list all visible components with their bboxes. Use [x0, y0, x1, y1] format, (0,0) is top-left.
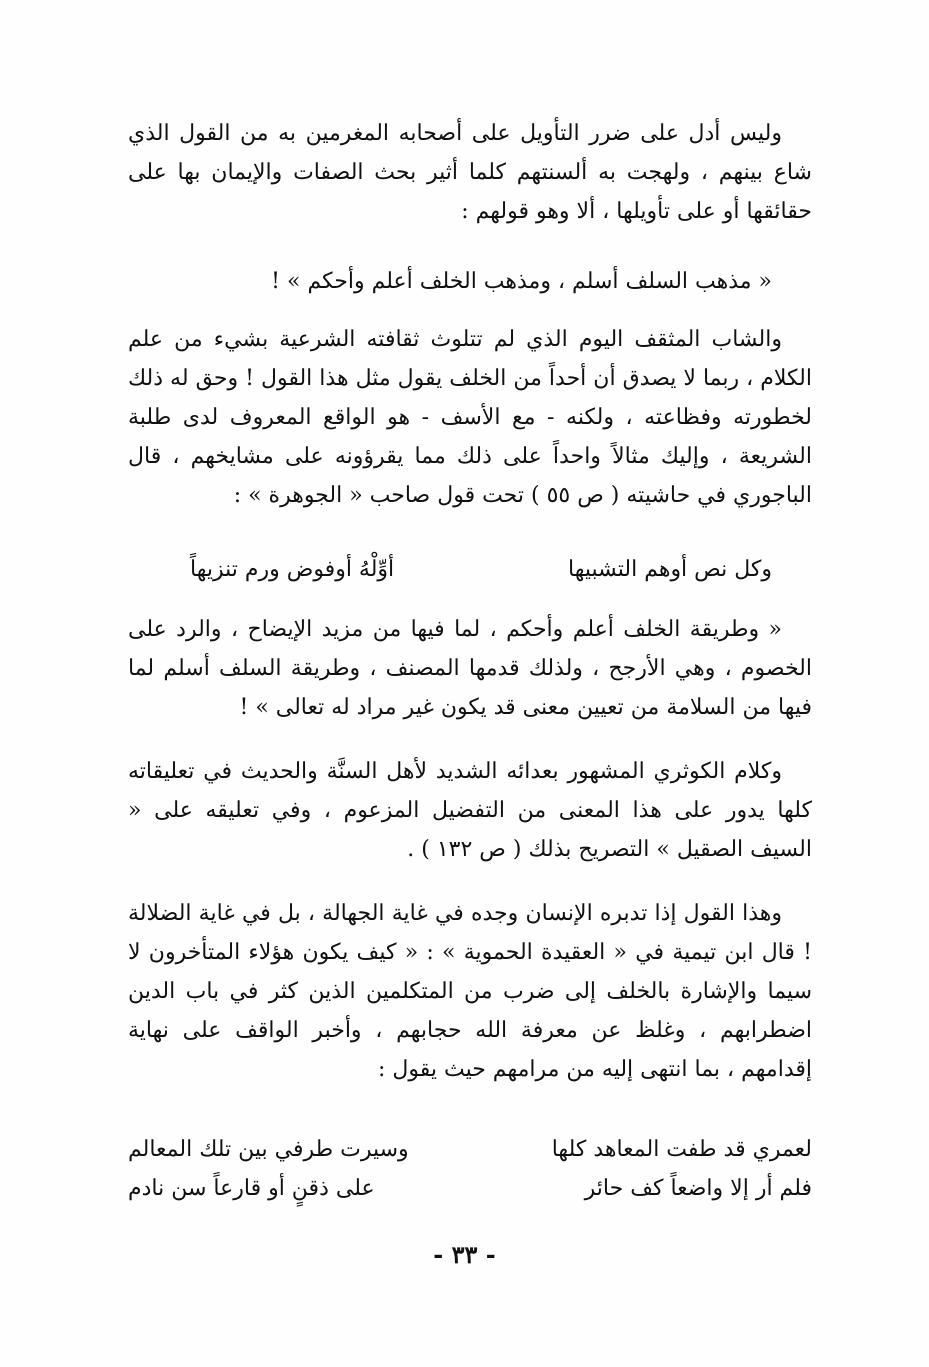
verse-2-line-1-second-hemistich: وسيرت طرفي بين تلك المعالم	[128, 1137, 409, 1162]
verse-1-line	[128, 550, 812, 589]
verse-1-block	[128, 550, 812, 589]
verse-2-line-1-first-hemistich: لعمري قد طفت المعاهد كلها	[551, 1137, 812, 1162]
paragraph-3: « وطريقة الخلف أعلم وأحكم ، لما فيها من مزيد الإيضاح ، والرد على الخصوم ، وهي الأرجح ، ولذلك قدمها المصنف ، وطريقة السلف أسلم لما فيها من السلامة من تعيين معنى قد يكون غير مراد له تعالى » !	[128, 617, 812, 720]
paragraph-2: والشاب المثقف اليوم الذي لم تتلوث ثقافته الشرعية بشيء من علم الكلام ، ربما لا يصدق أن أحداً من الخلف يقول مثل هذا القول ! وحق له ذلك لخطورته وفظاعته ، ولكنه - مع الأسف - هو الواقع المعروف لدى طلبة الشريعة ، وإليك مثالاً واحداً على ذلك مما يقرؤونه على مشايخهم ، قال الباجوري في حاشيته ( ص ٥٥ ) تحت قول صاحب « الجوهرة » :	[128, 327, 812, 508]
paragraph-4-block	[128, 752, 812, 869]
quote-1-block	[128, 262, 812, 301]
quote-1: « مذهب السلف أسلم ، ومذهب الخلف أعلم وأحكم » !	[271, 269, 772, 294]
verse-2-line-2-second-hemistich: على ذقنٍ أو قارعاً سن نادم	[128, 1176, 375, 1201]
paragraph-4: وكلام الكوثري المشهور بعدائه الشديد لأهل السنَّة والحديث في تعليقاته كلها يدور على هذا المعنى من التفضيل المزعوم ، وفي تعليقه على « السيف الصقيل » التصريح بذلك ( ص ١٣٢ ) .	[128, 759, 812, 862]
verse-2-line-2	[128, 1169, 812, 1208]
paragraph-2-block	[128, 320, 812, 515]
page-number: - ٣٣ -	[433, 1240, 496, 1269]
verse-2-line-1	[128, 1130, 812, 1169]
verse-2-line-2-first-hemistich: فلم أر إلا واضعاً كف حائر	[584, 1176, 812, 1201]
paragraph-3-block	[128, 610, 812, 727]
paragraph-5: وهذا القول إذا تدبره الإنسان وجده في غاية الجهالة ، بل في غاية الضلالة ! قال ابن تيمية في « العقيدة الحموية » : « كيف يكون هؤلاء المتأخرون لا سيما والإشارة بالخلف إلى ضرب من المتكلمين الذين كثر في باب الدين اضطرابهم ، وغلظ عن معرفة الله حجابهم ، وأخبر الواقف على نهاية إقدامهم ، بما انتهى إليه من مرامهم حيث يقول :	[128, 901, 812, 1082]
verse-1-first-hemistich: وكل نص أوهم التشبيها	[568, 557, 772, 582]
paragraph-1: وليس أدل على ضرر التأويل على أصحابه المغرمين به من القول الذي شاع بينهم ، ولهجت به ألسنتهم كلما أثير بحث الصفات والإيمان بها على حقائقها أو على تأويلها ، ألا وهو قولهم :	[128, 121, 812, 224]
verse-2-block	[128, 1130, 812, 1208]
verse-1-second-hemistich: أوِّلْهُ أوفوض ورم تنزيهاً	[190, 557, 395, 582]
paragraph-1-block	[128, 114, 812, 231]
paragraph-5-block	[128, 894, 812, 1089]
